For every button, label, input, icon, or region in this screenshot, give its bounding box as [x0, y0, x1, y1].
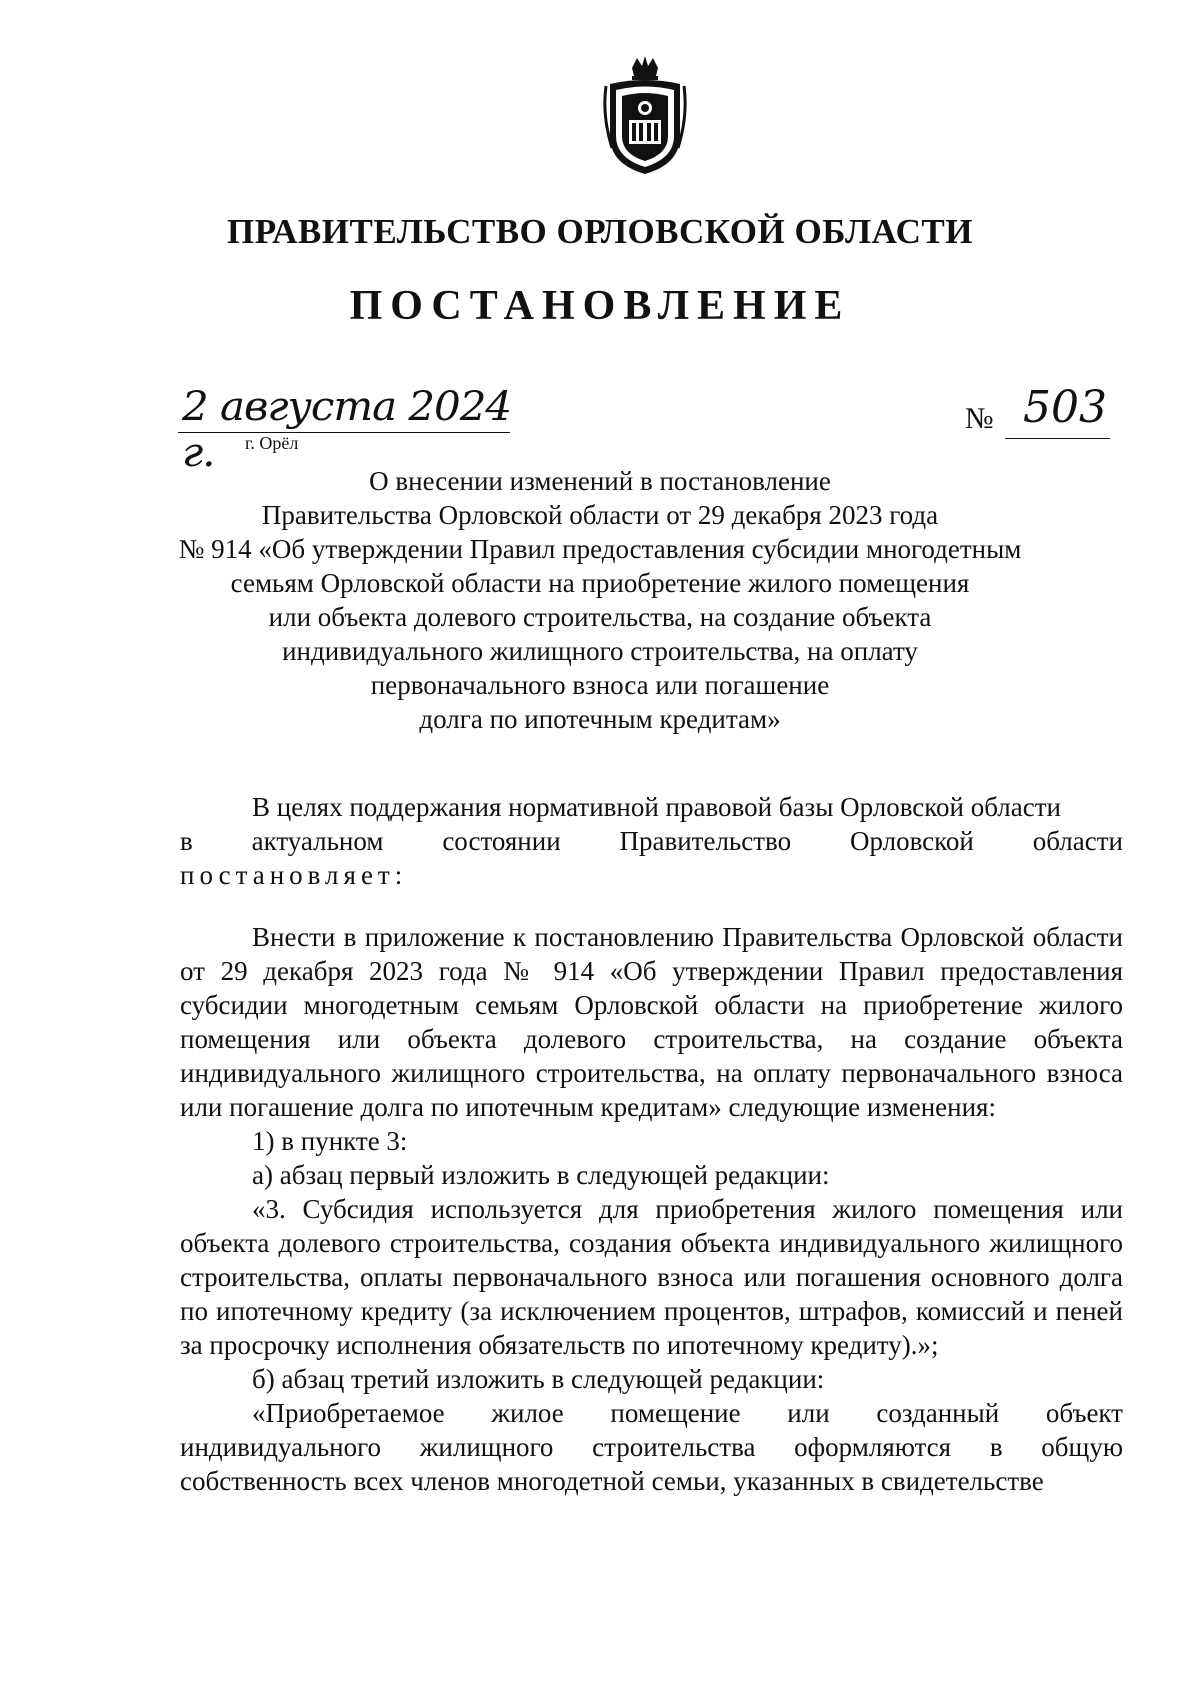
city-label: г. Орёл [245, 433, 299, 453]
subject-line: или объекта долевого строительства, на создание объекта [268, 602, 932, 632]
resolution-body [180, 920, 1123, 1498]
subject-line: № 914 «Об утверждении Правил предоставления субсидии многодетным [178, 534, 1022, 564]
document-type-title: ПОСТАНОВЛЕНИЕ [349, 283, 851, 329]
preamble-word: в [180, 826, 193, 856]
preamble-line [180, 824, 1123, 858]
preamble [180, 790, 1123, 892]
handwritten-date: 2 августа 2024 г. [182, 384, 512, 476]
coat-of-arms-icon [602, 56, 688, 176]
subject-line: семьям Орловской области на приобретение жилого помещения [230, 568, 970, 598]
subject-line: Правительства Орловской области от 29 декабря 2023 года [261, 500, 939, 530]
quoted-paragraph-1: «3. Субсидия используется для приобретения жилого помещения или объекта долевого строительства, создания объекта индивидуального жилищного строительства, оплаты первоначального взноса или погашения основного долга по ипотечному кредиту (за исключением процентов, штрафов, комиссий и пеней за просрочку исполнения обязательств по ипотечному кредиту).»; [180, 1194, 1123, 1360]
item-1b: б) абзац третий изложить в следующей редакции: [252, 1364, 825, 1394]
subject-line: О внесении изменений в постановление [369, 466, 831, 496]
preamble-word: состоянии [442, 826, 561, 856]
resolves-word: постановляет: [180, 860, 408, 890]
preamble-word: Орловской [849, 826, 974, 856]
quoted-paragraph-2: «Приобретаемое жилое помещение или созданный объект индивидуального жилищного строительства оформляются в общую собственность всех членов многодетной семьи, указанных в свидетельстве [180, 1398, 1123, 1496]
item-1a: а) абзац первый изложить в следующей редакции: [252, 1160, 830, 1190]
number-underline [1005, 438, 1110, 439]
subject-line: долга по ипотечным кредитам» [419, 704, 781, 734]
preamble-word: актуальном [251, 826, 384, 856]
preamble-word: области [1032, 826, 1123, 856]
preamble-line: В целях поддержания нормативной правовой базы Орловской области [252, 792, 1061, 822]
item-1: 1) в пункте 3: [252, 1126, 408, 1156]
subject-line: первоначального взноса или погашение [370, 670, 830, 700]
preamble-word: Правительство [619, 826, 792, 856]
government-title: ПРАВИТЕЛЬСТВО ОРЛОВСКОЙ ОБЛАСТИ [227, 212, 973, 251]
intro-paragraph: Внести в приложение к постановлению Правительства Орловской области от 29 декабря 2023 года № 914 «Об утверждении Правил предоставления субсидии многодетным семьям Орловской области на приобретение жилого помещения или объекта долевого строительства, на создание объекта индивидуального жилищного строительства, на оплату первоначального взноса или погашение долга по ипотечным кредитам» следующие изменения: [180, 922, 1123, 1122]
date-underline [178, 432, 510, 433]
handwritten-number: 503 [1023, 382, 1107, 433]
subject-line: индивидуального жилищного строительства, на оплату [282, 636, 918, 666]
number-sign: № [965, 402, 994, 435]
coat-of-arms-emblem [602, 56, 688, 176]
number-field [965, 382, 1115, 440]
document-subject [150, 464, 1050, 736]
